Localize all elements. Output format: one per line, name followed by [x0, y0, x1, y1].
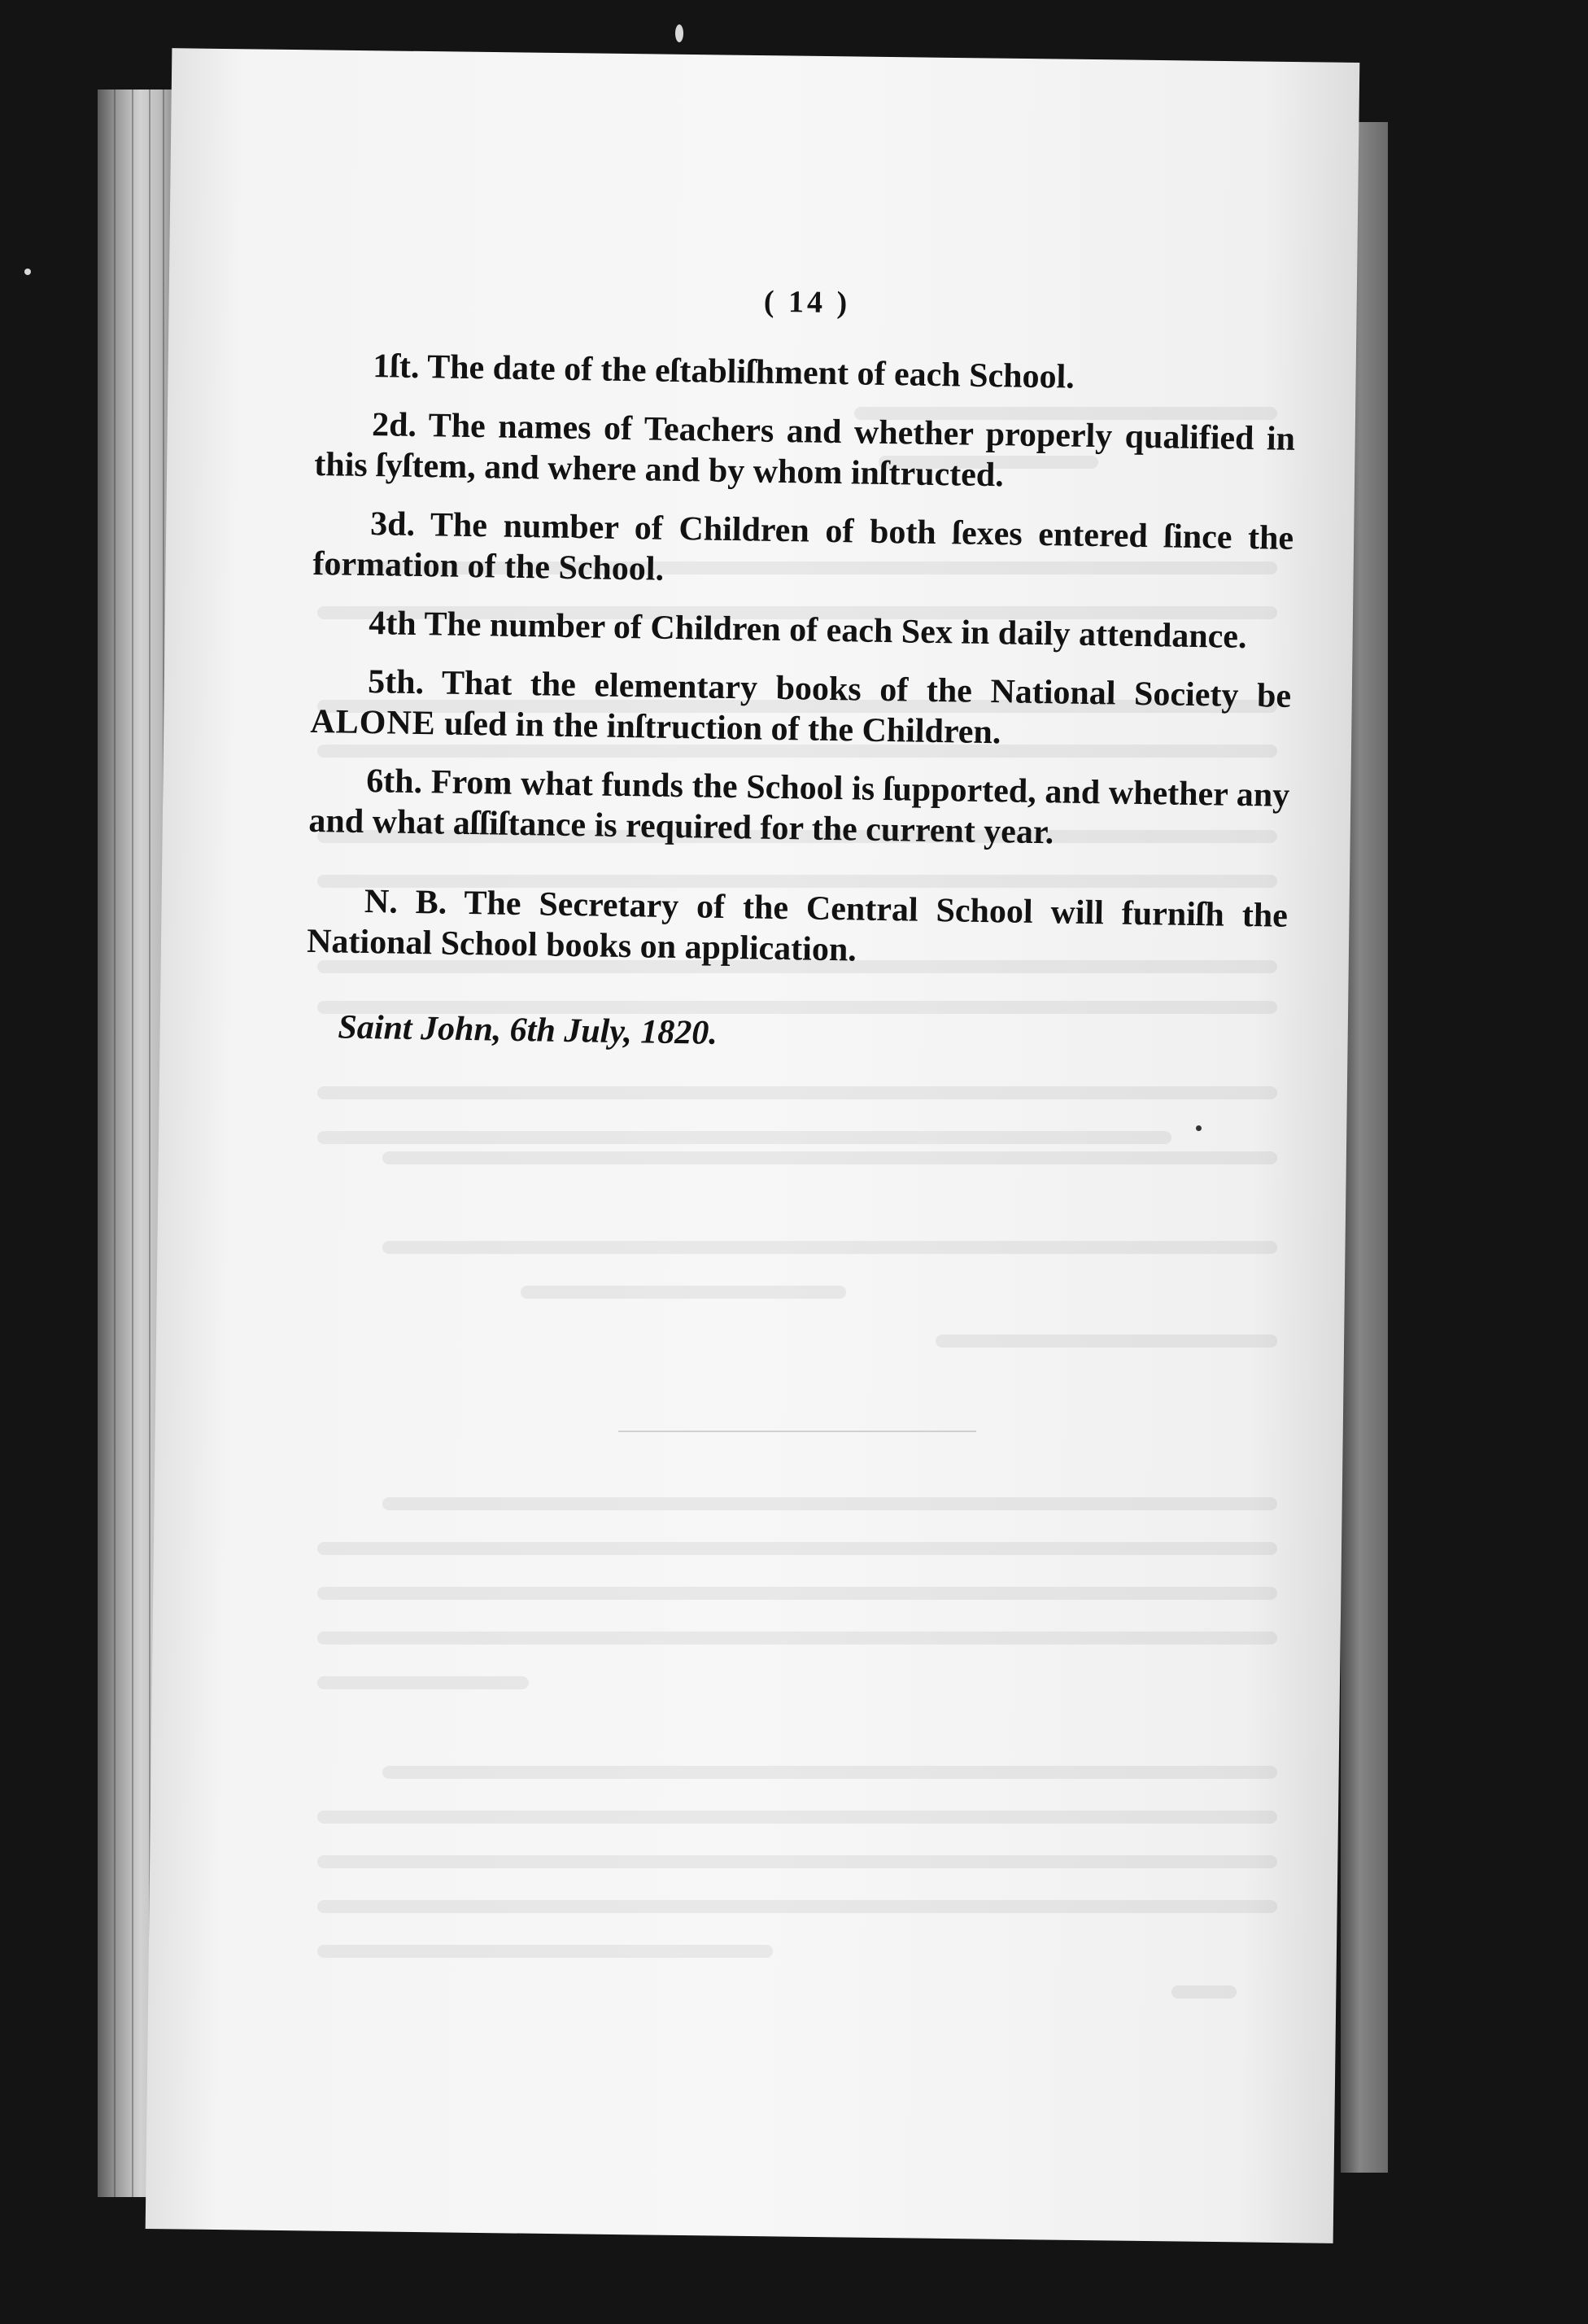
dust-speck	[1196, 1125, 1202, 1131]
item-5-emphasis: ALONE	[310, 702, 437, 743]
item-4-text: The number of Children of each Sex in daily attendance.	[424, 605, 1247, 656]
item-4	[312, 602, 1293, 658]
dust-speck	[675, 24, 683, 42]
item-6-lead: 6th.	[365, 762, 423, 802]
item-5-text-after: uſed in the inſtruction of the Children.	[443, 705, 1001, 752]
item-6	[308, 760, 1289, 857]
nota-bene	[307, 880, 1288, 977]
item-2-text: The names of Teachers and whether properly qualified in this ſyſtem, and where and by whom inſtructed.	[314, 407, 1296, 495]
item-5-lead: 5th.	[367, 663, 425, 702]
item-2-lead: 2d.	[371, 406, 417, 444]
bleed-rule	[618, 1431, 976, 1432]
nota-bene-lead: N. B.	[364, 883, 447, 922]
item-1-lead: 1ſt.	[372, 347, 420, 386]
nota-bene-text: The Secretary of the Central School will furniſh the National School books on application.	[306, 884, 1289, 969]
item-5-text-before: That the elementary books of the National Society be	[441, 664, 1292, 715]
item-4-lead: 4th	[368, 605, 417, 643]
place-date-signoff: Saint John, 6th July, 1820.	[338, 1008, 718, 1052]
item-1-text: The date of the eſtabliſhment of each School.	[426, 348, 1075, 396]
page-number: ( 14 )	[763, 284, 851, 321]
item-2	[314, 404, 1295, 500]
item-1	[316, 345, 1297, 401]
dust-speck	[24, 269, 31, 275]
item-6-text: From what funds the School is ſupported, and whether any and what aſſiſtance is required for the current year.	[308, 763, 1290, 852]
item-3	[312, 503, 1294, 600]
item-3-lead: 3d.	[369, 505, 416, 544]
item-3-text: The number of Children of both ſexes entered ſince the formation of the School.	[312, 506, 1294, 588]
page-text	[305, 277, 1298, 1062]
item-5	[310, 661, 1291, 758]
